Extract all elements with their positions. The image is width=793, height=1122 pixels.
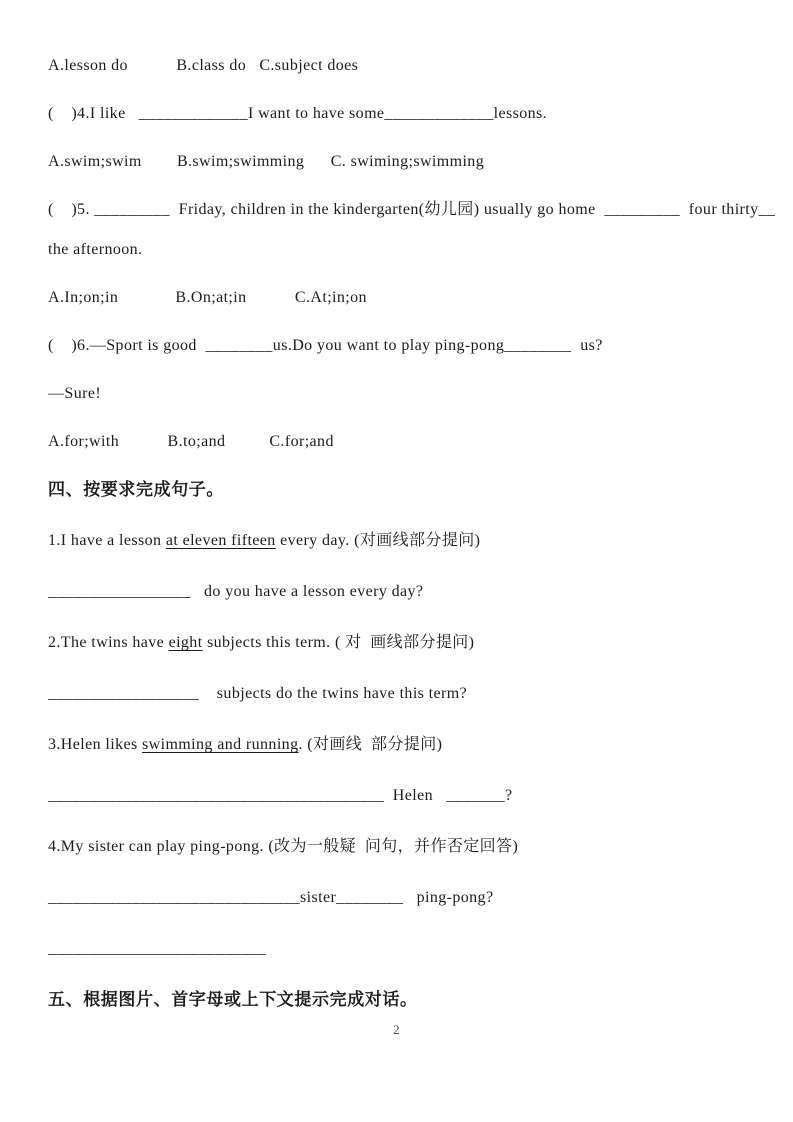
rewrite-q1-line xyxy=(48,530,753,552)
q5-options-line: A.In;on;in B.On;at;in C.At;in;on xyxy=(48,289,367,306)
q5-question-line-2: the afternoon. xyxy=(48,241,143,258)
rewrite-q1-answer-line: _________________ do you have a lesson every day? xyxy=(48,583,424,600)
q6-question-line: ( )6.—Sport is good ________us.Do you want to play ping-pong________ us? xyxy=(48,337,603,354)
rewrite-q3-post: . (对画线 部分提问) xyxy=(298,736,443,753)
rewrite-q1-underlined-phrase: at eleven fifteen xyxy=(165,532,276,549)
rewrite-q2-answer-line: __________________ subjects do the twins have this term? xyxy=(48,685,468,702)
rewrite-q1-pre: 1.I have a lesson xyxy=(48,532,166,549)
q3-options-line: A.lesson do B.class do C.subject does xyxy=(48,57,359,74)
rewrite-q4-line: 4.My sister can play ping-pong. (改为一般疑 问句，并作否定回答) xyxy=(48,838,519,855)
section-five-heading: 五、根据图片、首字母或上下文提示完成对话。 xyxy=(48,990,418,1009)
q6-reply-line: —Sure! xyxy=(48,385,102,402)
rewrite-q3-pre: 3.Helen likes xyxy=(48,736,143,753)
rewrite-q2-underlined-phrase: eight xyxy=(168,634,203,651)
page-number: 2 xyxy=(393,1022,400,1037)
rewrite-q3-underlined-phrase: swimming and running xyxy=(142,736,299,753)
q4-question-line: ( )4.I like _____________I want to have some_____________lessons. xyxy=(48,105,548,122)
rewrite-q2-line xyxy=(48,632,753,654)
rewrite-q4-answer-line-2: __________________________ xyxy=(48,940,267,957)
section-four-heading: 四、按要求完成句子。 xyxy=(48,480,224,499)
rewrite-q4-answer-line-1: ______________________________sister________ ping-pong? xyxy=(48,889,494,906)
q5-question-line-1: ( )5. _________ Friday, children in the kindergarten(幼儿园) usually go home _________ four thirty__ xyxy=(48,201,776,218)
rewrite-q3-line xyxy=(48,734,753,756)
rewrite-q3-answer-line: ________________________________________ Helen _______? xyxy=(48,787,513,804)
rewrite-q2-pre: 2.The twins have xyxy=(48,634,169,651)
q6-options-line: A.for;with B.to;and C.for;and xyxy=(48,433,334,450)
q4-options-line: A.swim;swim B.swim;swimming C. swiming;swimming xyxy=(48,153,485,170)
rewrite-q1-post: every day. (对画线部分提问) xyxy=(275,532,481,549)
rewrite-q2-post: subjects this term. ( 对 画线部分提问) xyxy=(202,634,475,651)
